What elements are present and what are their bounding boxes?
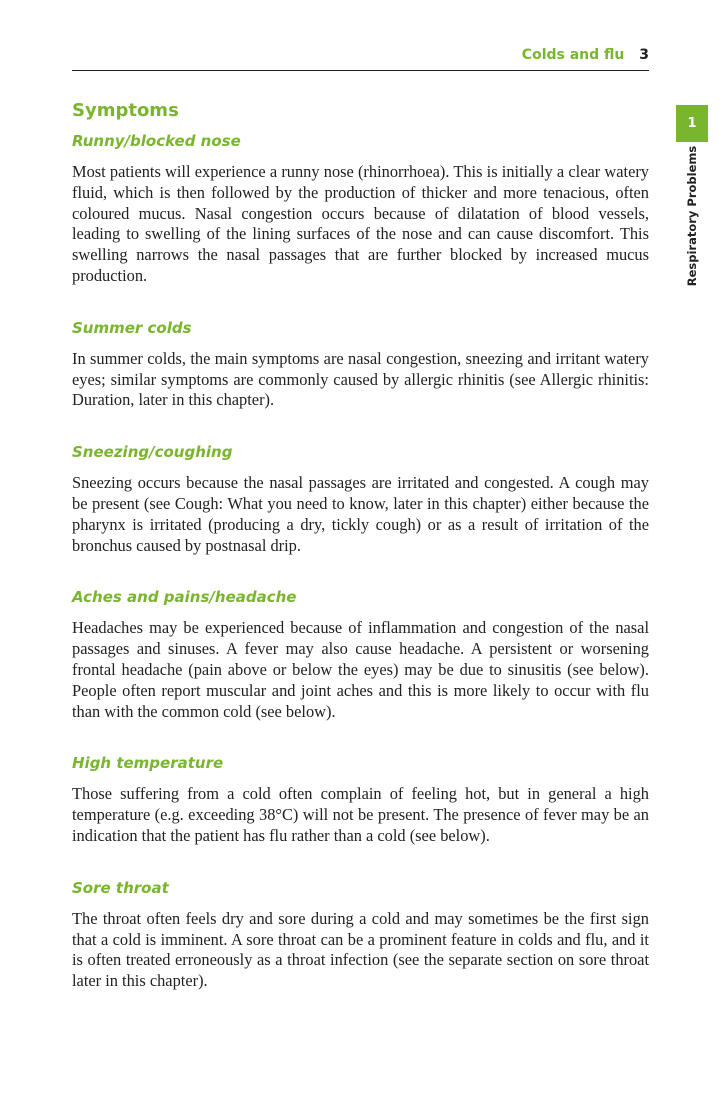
section-paragraph: The throat often feels dry and sore during a cold and may sometimes be the first sign that a cold is imminent. A sore throat can be a prominent feature in colds and flu, and it is often treated erroneously as a throat infection (see the separate section on sore throat later in this chapter). [72, 908, 649, 991]
section-paragraph: Sneezing occurs because the nasal passages are irritated and congested. A cough may be present (see Cough: What you need to know, later in this chapter) either because the pharynx is irritated (producing a dry, tickly cough) or as a result of irritation of the bronchus caused by postnasal drip. [72, 473, 649, 555]
section-heading: Sore throat [72, 878, 169, 897]
chapter-label-text: Respiratory Problems [685, 145, 699, 287]
running-header [522, 47, 649, 63]
header-rule [72, 70, 649, 71]
running-header-section-title: Colds and flu [521, 47, 625, 63]
section-runny-nose [72, 130, 649, 287]
section-heading: Aches and pains/headache [72, 588, 297, 607]
chapter-label [685, 145, 699, 287]
section-sore-throat [72, 877, 649, 992]
section-heading: High temperature [72, 754, 224, 773]
section-high-temperature [72, 752, 649, 846]
section-heading: Summer colds [72, 318, 192, 337]
chapter-tab: 1 [676, 105, 708, 142]
page-number: 3 [639, 47, 649, 63]
section-sneezing-coughing [72, 441, 649, 556]
section-heading: Sneezing/coughing [72, 443, 233, 462]
main-heading: Symptoms [72, 100, 179, 121]
section-paragraph: Those suffering from a cold often complain of feeling hot, but in general a high temperature (e.g. exceeding 38°C) will not be present. The presence of fever may be an indication that the patient has flu rather than a cold (see below). [72, 784, 649, 845]
page-content [72, 98, 649, 1022]
section-heading: Runny/blocked nose [72, 132, 241, 150]
section-aches-pains [72, 586, 649, 722]
section-paragraph: Most patients will experience a runny nose (rhinorrhoea). This is initially a clear watery fluid, which is then followed by the production of thicker and more tenacious, often coloured mucus. Nasal congestion occurs because of dilatation of blood vessels, leading to swelling of the lining surfaces of the nose and can cause discomfort. This swelling narrows the nasal passages that are further blocked by increased mucus production. [72, 162, 649, 285]
section-paragraph: Headaches may be experienced because of inflammation and congestion of the nasal passages and sinuses. A fever may also cause headache. A persistent or worsening frontal headache (pain above or below the eyes) may be due to sinusitis (see below). People often report muscular and joint aches and this is more likely to occur with flu than with the common cold (see below). [72, 618, 649, 721]
section-summer-colds [72, 317, 649, 411]
section-paragraph: In summer colds, the main symptoms are nasal congestion, sneezing and irritant watery eyes; similar symptoms are commonly caused by allergic rhinitis (see Allergic rhinitis: Duration, later in this chapter). [72, 348, 649, 410]
